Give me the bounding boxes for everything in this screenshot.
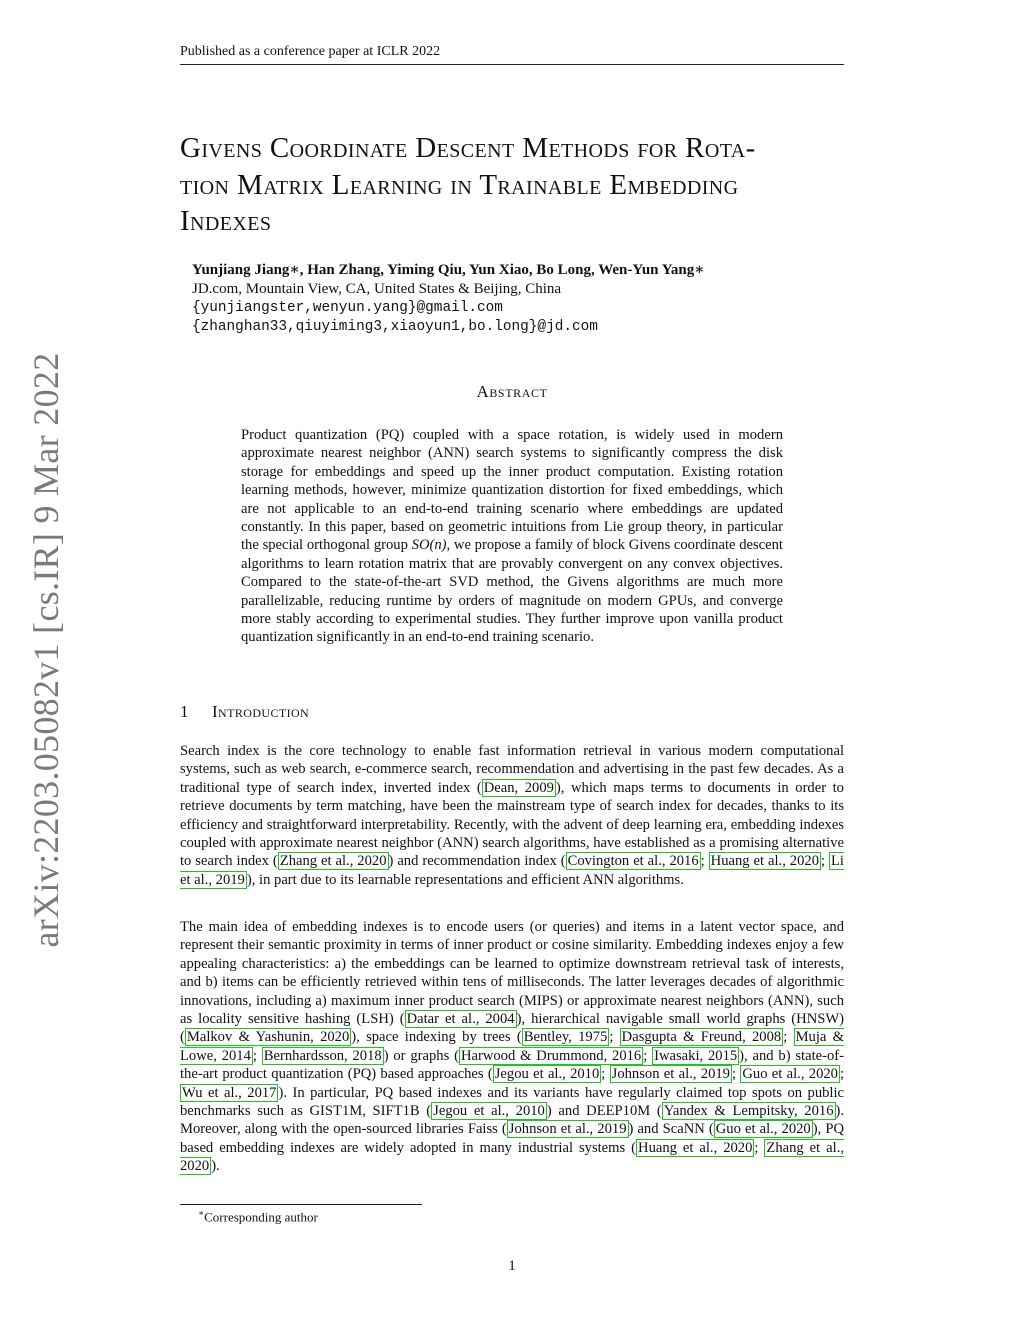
intro-paragraph-2 [180,918,844,1176]
citation-link[interactable]: Guo et al., 2020 [742,1066,838,1083]
citation-separator: ; [839,1066,845,1083]
body-text: ). Moreover, along with the open-sourced libraries Faiss ( [180,1103,845,1138]
author-names: Yunjiang Jiang∗, Han Zhang, Yiming Qiu, Yun Xiao, Bo Long, Wen-Yun Yang∗ [192,262,705,278]
citation-link[interactable]: Harwood & Drummond, 2016 [460,1047,642,1064]
abstract-text-part: , we propose a family of block Givens coordinate descent algorithms to learn rotation matrix that are provably convergent on any convex objectives. Compared to the state-of-the-art SVD method, the Givens algorithms are much more parallelizable, reducing runtime by orders of magnitude on modern GPUs, and converge more stably according to experimental studies. They further improve upon vanilla product quantization significantly in an end-to-end training scenario. [241,537,783,646]
body-text: ) and DEEP10M ( [546,1103,662,1120]
citation-link[interactable]: Jegou et al., 2010 [494,1066,600,1083]
section-heading [180,702,309,722]
body-text: ) and ScaNN ( [628,1121,714,1138]
body-text: ). In particular, PQ based indexes and its variants have regularly claimed top spots on public benchmarks such as GIST1M, SIFT1B ( [180,1084,844,1120]
abstract-text-part: Product quantization (PQ) coupled with a space rotation, is widely used in modern approximate nearest neighbor (ANN) search systems to significantly compress the disk storage for embeddings and speed up the inner product computation. Existing rotation learning methods, however, minimize quantization distortion for fixed embeddings, which are not applicable to an end-to-end training scenario where embeddings are updated constantly. In this paper, based on geometric intuitions from Lie group theory, in particular the special orthogonal group [241,427,783,554]
body-text: ), in part due to its learnable representations and efficient ANN algorithms. [246,871,684,888]
citation-link[interactable]: Dasgupta & Freund, 2008 [621,1029,782,1046]
citation-separator: ; [643,1047,653,1064]
author-block [192,261,852,337]
math-symbol: SO(n) [411,537,447,554]
citation-separator: ; [601,1066,610,1083]
body-text: ), PQ based embedding indexes are widely adopted in many industrial systems ( [180,1121,844,1156]
body-text: Search index is the core technology to enable fast information retrieval in various modern computational systems, such as web search, e-commerce search, recommendation and advertising in the past few decades. As a traditional type of search index, inverted index ( [180,743,844,796]
arxiv-stamp-text: arXiv:2203.05082v1 [cs.IR] 9 Mar 2022 [26,352,66,948]
abstract-heading: Abstract [476,382,548,401]
body-text: ), space indexing by trees ( [351,1029,522,1046]
citation-separator: ; [783,1029,794,1046]
footnote-text: Corresponding author [204,1209,318,1225]
body-text: ) or graphs ( [383,1047,459,1064]
citation-link[interactable]: Muja & Lowe, 2014 [180,1029,845,1064]
citation-separator: ; [252,1047,262,1064]
title-line: Indexes [180,205,272,237]
citation-link[interactable]: Yandex & Lempitsky, 2016 [663,1103,834,1120]
citation-link[interactable]: Wu et al., 2017 [182,1084,277,1101]
citation-link[interactable]: Zhang et al., 2020 [180,1139,844,1175]
footnote-mark: ∗ [198,1208,205,1218]
paper-title [180,130,860,240]
citation-separator: ; [821,853,830,870]
citation-link[interactable]: Johnson et al., 2019 [508,1121,627,1138]
author-email: {zhanghan33,qiuyiming3,xiaoyun1,bo.long}@jd.com [192,319,598,335]
footnote-rule [180,1204,422,1205]
citation-link[interactable]: Huang et al., 2020 [638,1139,753,1156]
citation-link[interactable]: Bentley, 1975 [523,1029,608,1046]
title-line: tion Matrix Learning in Trainable Embedding [180,168,739,201]
citation-link[interactable]: Johnson et al., 2019 [611,1066,730,1083]
citation-link[interactable]: Bernhardsson, 2018 [263,1047,382,1064]
citation-link[interactable]: Jegou et al., 2010 [433,1103,545,1120]
section-title: Introduction [212,702,310,721]
citation-link[interactable]: Malkov & Yashunin, 2020 [186,1029,350,1046]
running-header: Published as a conference paper at ICLR 2022 [180,44,844,65]
body-text: The main idea of embedding indexes is to encode users (or queries) and items in a latent vector space, and represent their semantic proximity in terms of inner product or cosine similarity. Embedding indexes enjoy a few appealing characteristics: a) the embeddings can be learned to optimize downstream retrieval task of interests, and b) items can be efficiently retrieved within tens of milliseconds. The latter leverages decades of algorithmic innovations, including a) maximum inner product search (MIPS) or approximate nearest neighbors (ANN), such as locality sensitive hashing (LSH) ( [180,919,844,1028]
citation-separator: ; [700,853,709,870]
page-number: 1 [508,1258,516,1274]
author-email: {yunjiangster,wenyun.yang}@gmail.com [192,300,503,316]
citation-link[interactable]: Covington et al., 2016 [567,853,699,870]
body-text: ) and recommendation index ( [388,853,566,870]
title-line: Givens Coordinate Descent Methods for Rota- [180,132,756,164]
citation-link[interactable]: Huang et al., 2020 [710,853,819,870]
citation-link[interactable]: Li et al., 2019 [180,853,844,888]
footnote [198,1208,318,1225]
section-number: 1 [180,702,189,721]
citation-link[interactable]: Iwasaki, 2015 [654,1047,738,1064]
citation-link[interactable]: Dean, 2009 [483,779,554,796]
citation-link[interactable]: Datar et al., 2004 [406,1011,515,1028]
body-text: ). [211,1158,220,1175]
body-text: ), hierarchical navigable small world graphs (HNSW) ( [180,1011,844,1046]
citation-separator: ; [731,1066,741,1083]
citation-separator: ; [609,1029,620,1046]
citation-link[interactable]: Guo et al., 2020 [715,1121,811,1138]
body-text: ), which maps terms to documents in order to retrieve documents by term matching, have been the mainstream type of search index for decades, thanks to its efficiency and straightforward interpretability. Recently, with the advent of deep learning era, embedding indexes coupled with approximate nearest neighbor (ANN) search algorithms, have established as a promising alternative to search index ( [180,779,844,870]
abstract-text [241,426,783,647]
intro-paragraph-1 [180,742,844,889]
author-affiliation: JD.com, Mountain View, CA, United States & Beijing, China [192,281,562,297]
citation-separator: ; [754,1139,765,1156]
body-text: ), and b) state-of-the-art product quantization (PQ) based approaches ( [180,1047,845,1083]
citation-link[interactable]: Zhang et al., 2020 [279,853,387,870]
